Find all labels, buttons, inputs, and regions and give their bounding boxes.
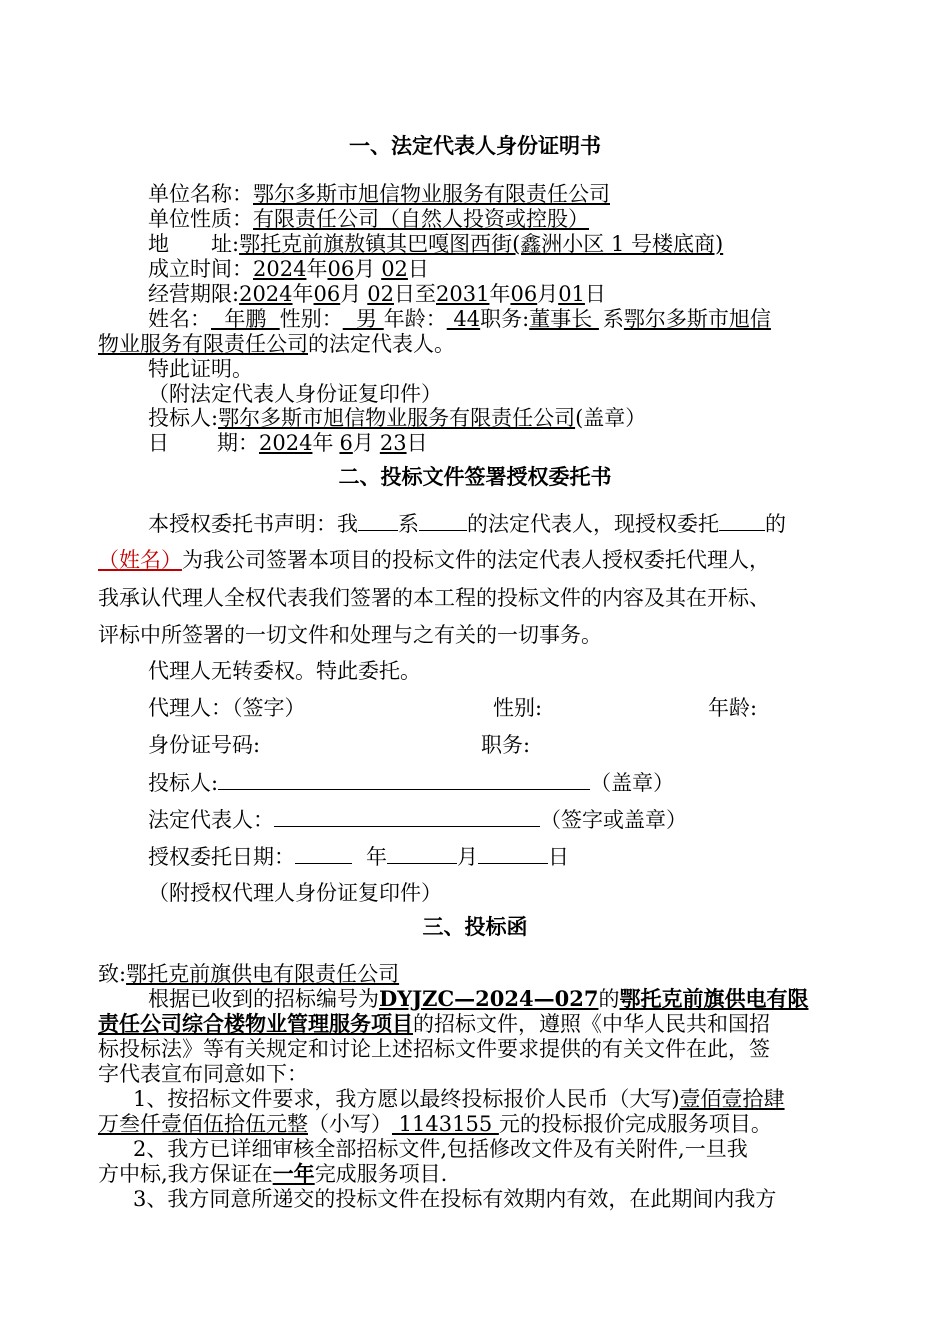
- auth-month-blank: [387, 843, 457, 864]
- lower-label: （小写）: [308, 1112, 392, 1136]
- gender-value: 男: [342, 307, 384, 331]
- auth-p4: 评标中所签署的一切文件和处理与之有关的一切事务。: [98, 623, 602, 647]
- to-label: 致:: [98, 962, 127, 986]
- is-of: 系: [602, 307, 624, 331]
- project-name-part1: 鄂托克前旗供电有限: [619, 986, 809, 1011]
- person-line: [148, 306, 771, 332]
- auth-p1-d: 的: [765, 512, 786, 536]
- bidder-value: 鄂尔多斯市旭信物业服务有限责任公司: [218, 406, 576, 430]
- to-char: 日至: [394, 282, 436, 306]
- name-value: 年鹏: [211, 307, 280, 331]
- unit-type-value: 有限责任公司（自然人投资或控股）: [253, 207, 589, 231]
- name-label: 姓名：: [148, 307, 211, 331]
- agent-gender-label: 性别:: [493, 696, 543, 720]
- date-month: 6: [339, 431, 353, 455]
- date-year: 2024: [259, 431, 313, 455]
- section2-title: 二、投标文件签署授权委托书: [338, 464, 612, 489]
- letter-p1-c: 的招标文件，遵照《中华人民共和国招: [413, 1012, 770, 1036]
- letter-to-line: [98, 961, 399, 987]
- founded-month: 06: [327, 257, 355, 281]
- unit-name-value: 鄂尔多斯市旭信物业服务有限责任公司: [253, 182, 610, 206]
- address-label-1: 地: [148, 232, 169, 256]
- legal-rep-suffix: 的法定代表人。: [308, 332, 455, 356]
- day-char: 日: [584, 282, 606, 306]
- item2-c: 完成服务项目.: [314, 1162, 448, 1186]
- address-line: [148, 231, 723, 257]
- term-start-month: 06: [313, 282, 341, 306]
- auth-bidder-line: [148, 769, 674, 796]
- day-char: 日: [406, 431, 428, 455]
- position-label: 职务:: [480, 307, 530, 331]
- address-value: 鄂托克前旗敖镇其巴嘎图西街(鑫洲小区 1 号楼底商): [239, 232, 724, 256]
- person-line-cont: [98, 331, 455, 357]
- term-end-month: 06: [510, 282, 538, 306]
- position-value: 董事长: [529, 307, 599, 331]
- year-char: 年: [489, 282, 511, 306]
- service-period: 一年: [272, 1161, 315, 1186]
- unit-type-line: [148, 206, 589, 232]
- certify-text: 特此证明。: [148, 357, 253, 381]
- auth-attach-note: （附授权代理人身份证复印件）: [148, 881, 442, 905]
- item1-line1: [133, 1086, 785, 1112]
- auth-year-blank: [295, 843, 352, 864]
- term-line: [148, 281, 606, 307]
- month-char: 月: [340, 282, 362, 306]
- date-label-2: 期：: [217, 431, 259, 455]
- gender-label: 性别：: [279, 307, 343, 331]
- auth-bidder-blank: [218, 769, 590, 790]
- unit-name-line: [148, 181, 610, 207]
- blank-agent-unit: [719, 510, 765, 531]
- to-value: 鄂托克前旗供电有限责任公司: [126, 962, 400, 986]
- auth-p3: 我承认代理人全权代表我们签署的本工程的投标文件的内容及其在开标、: [98, 586, 770, 610]
- term-end-day: 01: [558, 282, 585, 306]
- letter-p1-a: 根据已收到的招标编号为: [148, 987, 379, 1011]
- year-char: 年: [292, 282, 314, 306]
- bidder-line: [148, 405, 646, 431]
- founded-label: 成立时间：: [148, 257, 253, 281]
- auth-legal-rep-label: 法定代表人：: [148, 808, 274, 832]
- day-char: 日: [407, 257, 429, 281]
- auth-p5: 代理人无转委权。特此委托。: [148, 659, 421, 683]
- amount-lower: 1143155: [392, 1112, 499, 1136]
- item2-line1: 2、我方已详细审核全部招标文件,包括修改文件及有关附件,一旦我: [133, 1137, 748, 1161]
- year-char: 年: [306, 257, 328, 281]
- section3-title: 三、投标函: [422, 914, 528, 939]
- auth-bidder-label: 投标人:: [148, 771, 219, 795]
- term-end-year: 2031: [436, 282, 490, 306]
- letter-p1-b: 的: [598, 987, 620, 1011]
- agent-age-label: 年龄:: [708, 696, 758, 720]
- auth-date-line: [148, 843, 569, 870]
- letter-p1-line3: 标投标法》等有关规定和讨论上述招标文件要求提供的有关文件在此，签: [98, 1037, 770, 1061]
- auth-p1: [148, 510, 786, 537]
- agent-name-placeholder: （姓名）: [98, 548, 182, 572]
- year-char: 年: [366, 845, 387, 869]
- month-char: 月: [354, 257, 376, 281]
- letter-p1-line4: 字代表宣布同意如下：: [98, 1062, 308, 1086]
- auth-p1-c: 的法定代表人，现授权委托: [467, 512, 719, 536]
- unit-name-label: 单位名称：: [148, 182, 253, 206]
- month-char: 月: [537, 282, 559, 306]
- term-start-day: 02: [367, 282, 394, 306]
- month-char: 月: [457, 845, 478, 869]
- date-line: [148, 430, 428, 456]
- unit-type-label: 单位性质：: [148, 207, 253, 231]
- bidder-label: 投标人:: [148, 406, 219, 430]
- auth-p1-b: 系: [398, 512, 419, 536]
- item3-line1: 3、我方同意所递交的投标文件在投标有效期内有效，在此期间内我方: [133, 1187, 777, 1211]
- auth-p2: [98, 547, 770, 573]
- agent-sign-label: 代理人：（签字）: [148, 696, 306, 720]
- item1-line2: [98, 1111, 772, 1137]
- amount-upper-part1: 壹佰壹拾肆: [679, 1087, 785, 1111]
- date-label-1: 日: [148, 431, 169, 455]
- founded-year: 2024: [253, 257, 307, 281]
- auth-legal-rep-line: [148, 806, 687, 833]
- auth-day-blank: [478, 843, 548, 864]
- year-char: 年: [312, 431, 334, 455]
- tender-number: DYJZC—2024—027: [379, 986, 599, 1011]
- project-name-part2: 责任公司综合楼物业管理服务项目: [98, 1011, 413, 1036]
- company-name-part1: 鄂尔多斯市旭信: [623, 307, 771, 331]
- item2-b: 方中标,我方保证在: [98, 1162, 273, 1186]
- seal-note: (盖章）: [575, 406, 647, 430]
- amount-upper-part2: 万叁仟壹佰伍拾伍元整: [98, 1112, 308, 1136]
- auth-seal-note: （盖章）: [590, 771, 675, 795]
- age-label: 年龄：: [383, 307, 447, 331]
- attach-note: （附法定代表人身份证复印件）: [148, 382, 442, 406]
- blank-company: [419, 510, 467, 531]
- auth-legal-rep-blank: [274, 806, 540, 827]
- blank-self: [358, 510, 398, 531]
- auth-p2-rest: 为我公司签署本项目的投标文件的法定代表人授权委托代理人，: [182, 548, 770, 572]
- month-char: 月: [352, 431, 374, 455]
- item1-a: 1、按招标文件要求，我方愿以最终投标报价人民币（大写): [133, 1087, 680, 1111]
- address-label-2: 址:: [211, 232, 240, 256]
- age-value: 44: [446, 307, 481, 331]
- company-name-part2: 物业服务有限责任公司: [98, 332, 308, 356]
- item1-b: 元的投标报价完成服务项目。: [498, 1112, 772, 1136]
- agent-position-label: 职务:: [481, 733, 531, 757]
- term-label: 经营期限:: [148, 282, 240, 306]
- founded-line: [148, 256, 429, 282]
- auth-p1-a: 本授权委托书声明：我: [148, 512, 358, 536]
- section1-title: 一、法定代表人身份证明书: [349, 133, 601, 158]
- auth-date-label: 授权委托日期：: [148, 845, 295, 869]
- day-char: 日: [548, 845, 569, 869]
- letter-p1-line1: [148, 986, 808, 1012]
- term-start-year: 2024: [239, 282, 293, 306]
- founded-day: 02: [381, 257, 408, 281]
- letter-p1-line2: [98, 1011, 770, 1037]
- date-day: 23: [379, 431, 407, 455]
- agent-id-label: 身份证号码:: [148, 733, 261, 757]
- item2-line2: [98, 1161, 447, 1187]
- auth-sign-or-seal: （签字或盖章）: [540, 808, 687, 832]
